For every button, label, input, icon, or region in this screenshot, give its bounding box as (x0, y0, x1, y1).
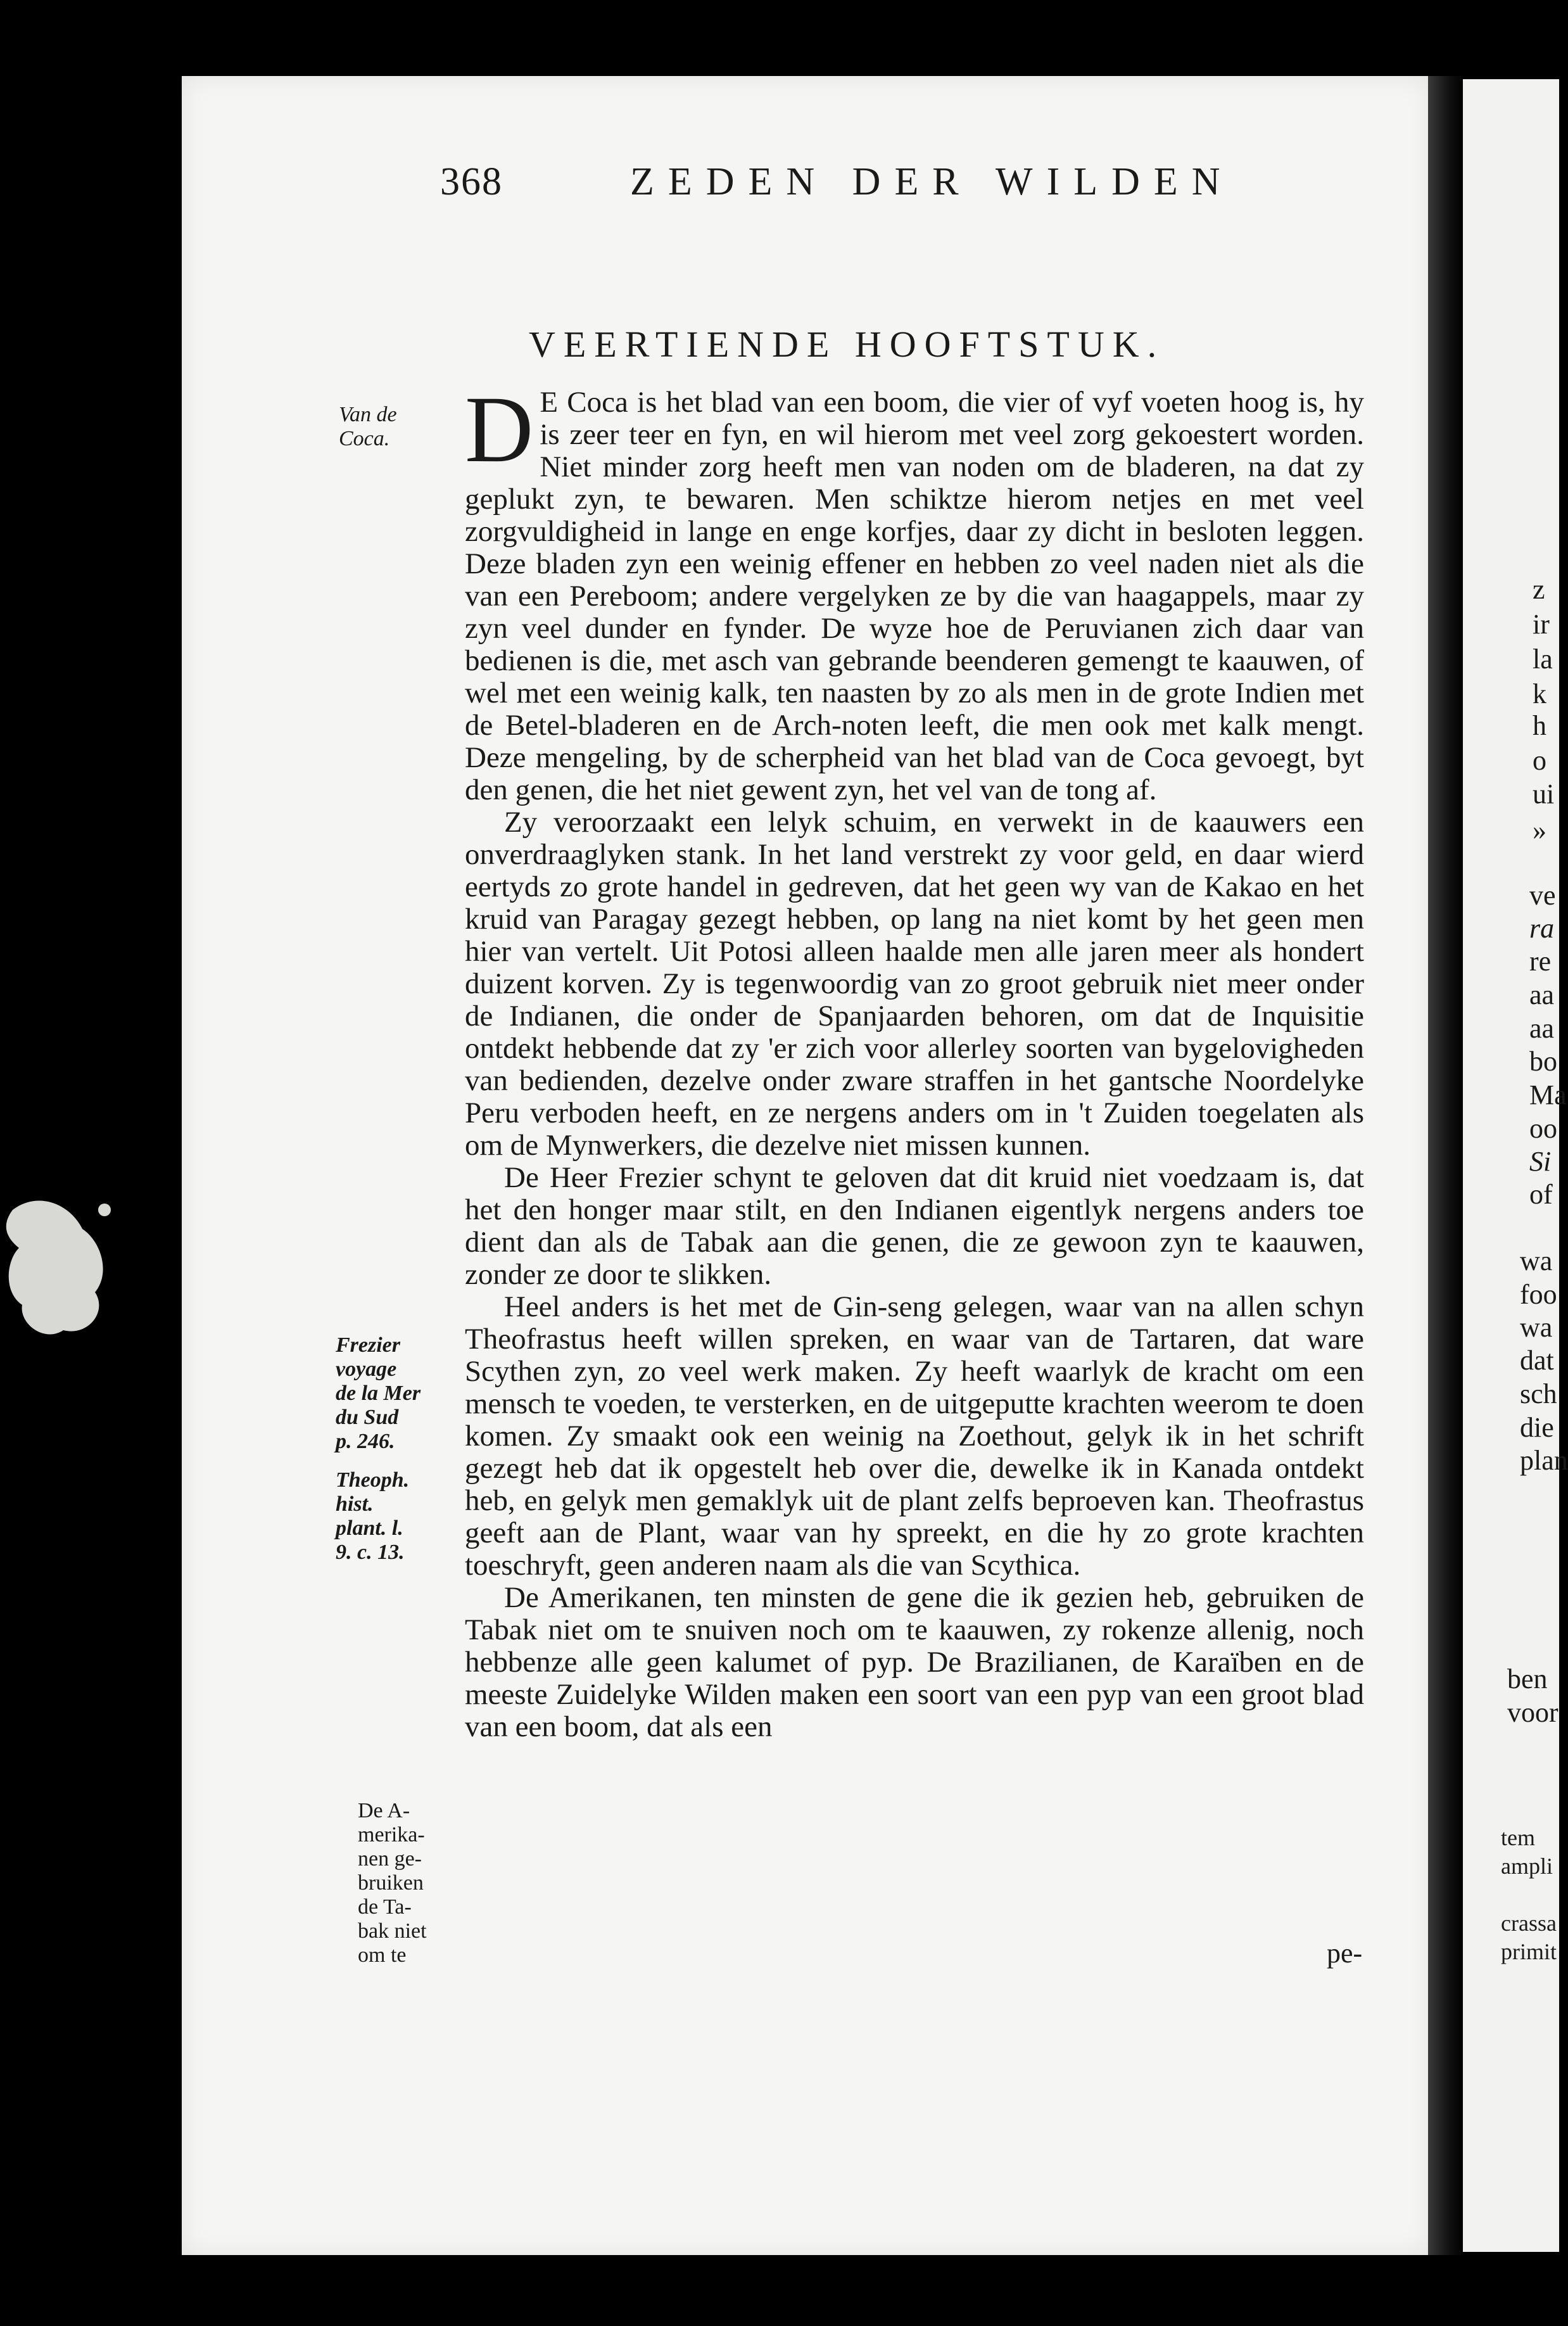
paragraph-5: De Amerikanen, ten minsten de gene die ik gezien heb, gebruiken de Tabak niet om te snuiven noch om te kaauwen, zy rokenze allenig, noch hebbenze alle geen kalumet of pyp. De Brazilianen, de Karaïben en de meeste Zuidelyke Wilden maken een soort van een pyp van een groot blad van een boom, dat als een (465, 1581, 1364, 1743)
margin-note-coca: Van de Coca. (339, 403, 397, 450)
body-text (465, 377, 1364, 1743)
book-gutter (1428, 76, 1463, 2255)
paragraph-1: D E Coca is het blad van een boom, die vier of vyf voeten hoog is, hy is zeer teer en fyn, en wil hierom met veel zorg gekoestert worden. Niet minder zorg heeft men van noden om de bladeren, na dat zy geplukt zyn, te bewaren. Men schiktze hierom netjes en met veel zorgvuldigheid in lange en enge korfjes, daar zy dicht in besloten leggen. Deze bladen zyn een weinig effener en hebben zo veel naden niet als die van een Pereboom; andere vergelyken ze by die van haagappels, maar zy zyn veel dunder en fynder. De wyze hoe de Peruvianen zich daar van bedienen is die, met asch van gebrande beenderen gemengt te kaauwen, of wel met een weinig kalk, ten naasten by zo als men in de grote Indien met de Betel-bladeren en de Arch-noten leeft, die men ook met kalk mengt. Deze mengeling, by de scherpheid van het blad van de Coca gevoegt, byt den genen, die het niet gewent zyn, het vel van de tong af. (465, 377, 1364, 806)
paragraph-4: Heel anders is het met de Gin-seng gelegen, waar van na allen schyn Theofrastus heeft willen spreken, en waar van de Tartaren, dat ware Scythen zyn, zo veel werk maken. Zy heeft waarlyk de kracht om een mensch te voeden, te versterken, en de uitgeputte krachten weerom te doen komen. Zy smaakt ook een weinig na Zoethout, gelyk ik in het schrift gezegt heb dat ik opgestelt heb over die, dewelke ik in Kanada ontdekt heb, en gelyk men gemaklyk uit de plant zelfs beproeven kan. Theofrastus geeft aan de Plant, waar van hy spreekt, en die hy zo grote krachten toeschryft, geen anderen naam als die van Scythica. (465, 1290, 1364, 1582)
paragraph-3: De Heer Frezier schynt te geloven dat dit kruid niet voedzaam is, dat het den honger maar stilt, en den Indianen eigentlyk nergens anders toe dient dan als de Tabak aan die genen, die ze gewoon zyn te kaauwen, zonder ze door te slikken. (465, 1161, 1364, 1291)
margin-note-theophrastus: Theoph. hist. plant. l. 9. c. 13. (336, 1468, 410, 1564)
chapter-title: VEERTIENDE HOOFTSTUK. (529, 324, 1165, 365)
drop-cap: D (465, 377, 534, 482)
margin-note-frezier: Frezier voyage de la Mer du Sud p. 246. (336, 1333, 421, 1453)
paragraph-2: Zy veroorzaakt een lelyk schuim, en verwekt in de kaauwers een onverdraaglyken stank. In het land verstrekt zy voor geld, en daar wierd eertyds zo grote handel in gedreven, dat het geen wy van de Kakao en het kruid van Paragay gezegt hebben, op lang na niet komt by het geen men hier van vertelt. Uit Potosi alleen haalde men alle jaren meer als hondert duizent korven. Zy is tegenwoordig van zo groot gebruik niet meer onder de Indianen, die onder de Spanjaarden behoren, om dat de Inquisitie ontdekt hebbende dat zy 'er zich voor allerley soorten van bygelovigheden van bedienden, dezelve onder zware straffen in het gantsche Noordelyke Peru verboden heeft, en ze nergens anders om in 't Zuiden toegelaten als om de Mynwerkers, die dezelve niet missen kunnen. (465, 806, 1364, 1162)
paper-stain (0, 1185, 117, 1349)
running-title: ZEDEN DER WILDEN (630, 160, 1234, 203)
margin-note-americans: De A- merika- nen ge- bruiken de Ta- bak niet om te (358, 1799, 427, 1967)
catchword: pe- (1327, 1938, 1363, 1969)
running-head (440, 160, 1238, 217)
page-number: 368 (440, 160, 503, 203)
